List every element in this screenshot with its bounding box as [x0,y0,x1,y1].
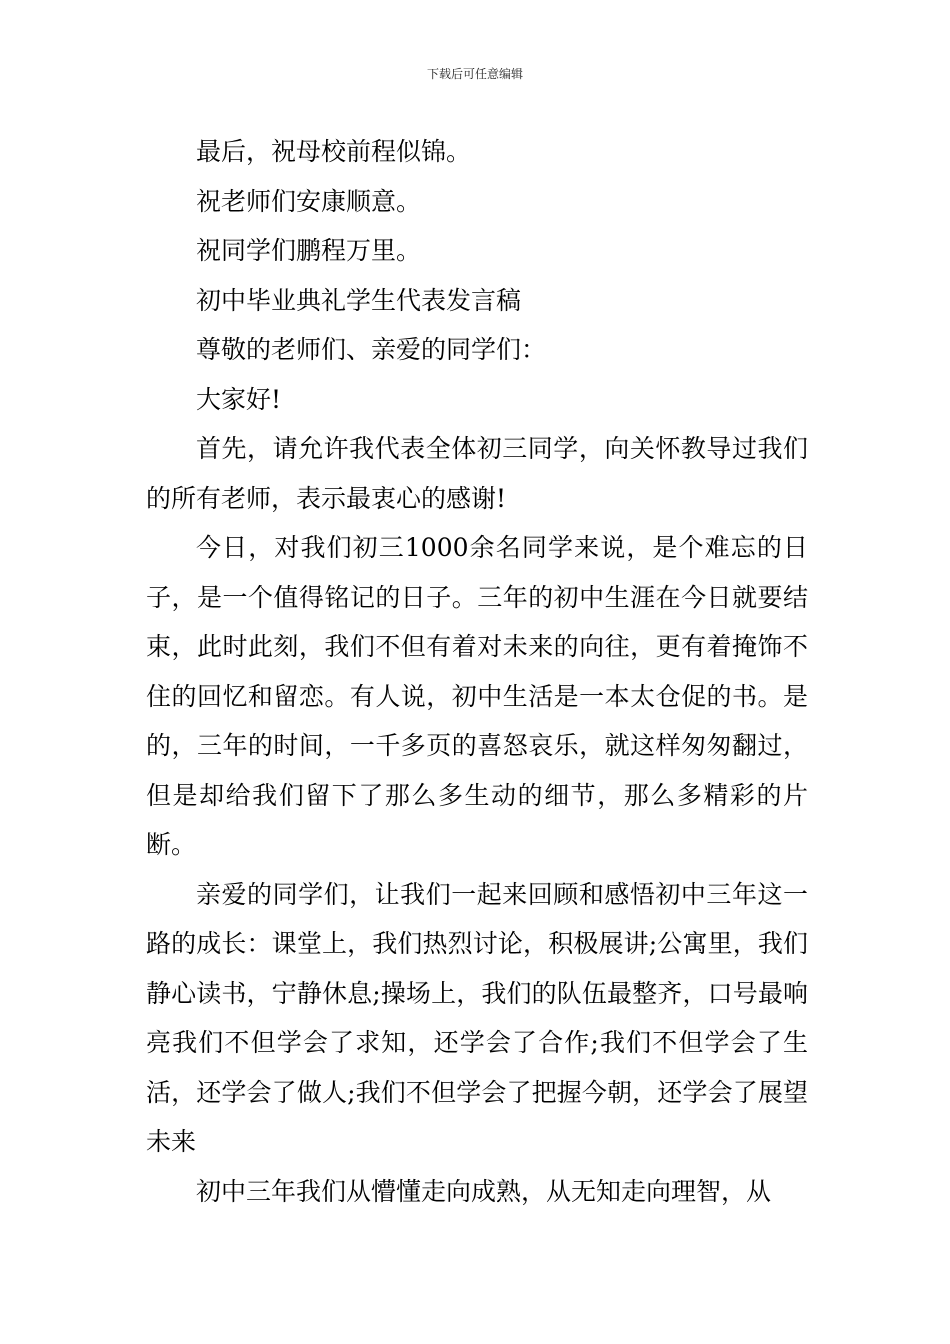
paragraph-memorable-day: 今日，对我们初三1000余名同学来说，是个难忘的日子，是一个值得铭记的日子。三年的初中生涯在今日就要结束，此时此刻，我们不但有着对未来的向往，更有着掩饰不住的回忆和留恋。有人说，初中生活是一本太仓促的书。是的，三年的时间，一千多页的喜怒哀乐，就这样匆匆翻过，但是却给我们留下了那么多生动的细节，那么多精彩的片断。 [146,533,808,859]
page-header: 下载后可任意编辑 [426,67,523,81]
paragraph-growth: 亲爱的同学们，让我们一起来回顾和感悟初中三年这一路的成长：课堂上，我们热烈讨论，积极展讲;公寓里，我们静心读书，宁静休息;操场上，我们的队伍最整齐，口号最响亮我们不但学会了求知，还学会了合作;我们不但学会了生活，还学会了做人;我们不但学会了把握今朝，还学会了展望未来 [146,879,808,1156]
paragraph-closing-wish-teachers: 祝老师们安康顺意。 [196,186,422,216]
paragraph-closing-wish-classmates: 祝同学们鹏程万里。 [196,236,422,265]
section-title: 初中毕业典礼学生代表发言稿 [196,285,522,315]
paragraph-maturity: 初中三年我们从懵懂走向成熟，从无知走向理智，从 [196,1176,772,1206]
paragraph-greeting: 大家好! [196,384,282,414]
paragraph-thanks: 首先，请允许我代表全体初三同学，向关怀教导过我们的所有老师，表示最衷心的感谢! [146,434,808,513]
paragraph-salutation: 尊敬的老师们、亲爱的同学们： [196,335,547,364]
document-body [146,127,808,1216]
paragraph-closing-wish-school: 最后，祝母校前程似锦。 [196,137,472,166]
